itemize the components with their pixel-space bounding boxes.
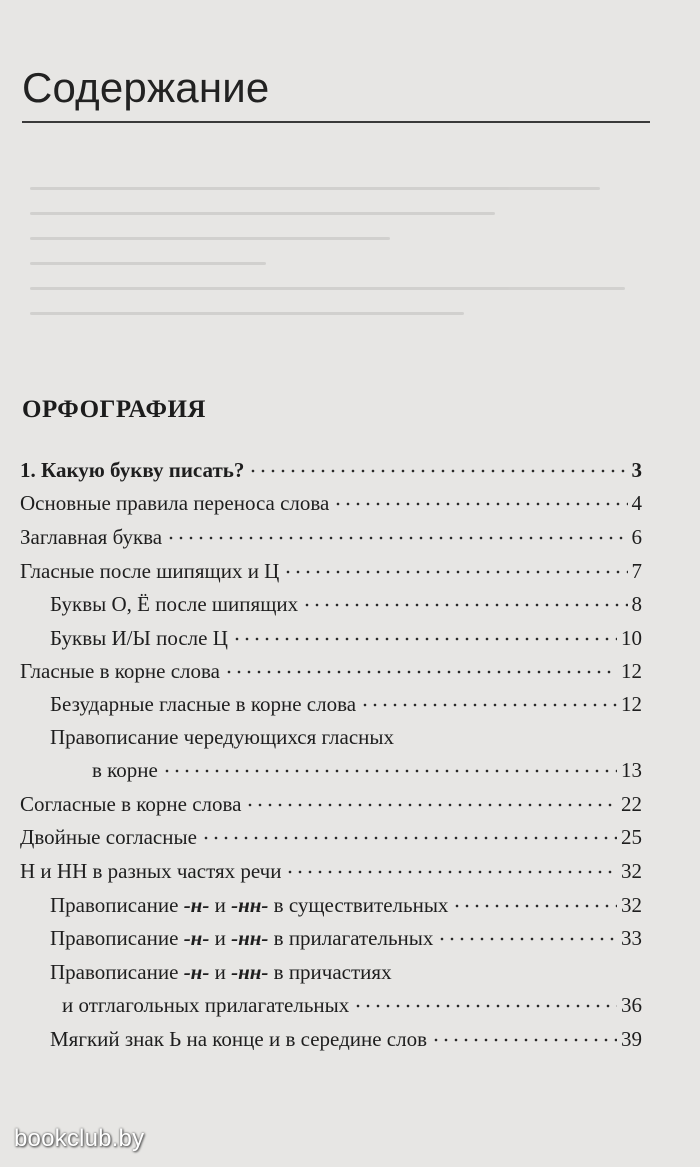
- toc-subentry: [62, 992, 642, 1018]
- toc-entry-title: Н и НН в разных частях речи: [20, 859, 282, 883]
- toc-page-number: 22: [621, 792, 642, 816]
- toc-entry-title: Мягкий знак Ь на конце и в середине слов: [50, 1027, 428, 1051]
- toc-page-number: 12: [621, 692, 642, 716]
- dot-leader: [437, 927, 617, 945]
- toc-entry-title-continued: в корне: [92, 758, 158, 782]
- toc-page-number: 3: [631, 458, 642, 482]
- dot-leader: [283, 560, 627, 578]
- toc-entry: [20, 658, 642, 684]
- toc-page-number: 36: [621, 993, 642, 1017]
- toc-subentry: [50, 925, 642, 951]
- dot-leader: [224, 660, 617, 678]
- toc-entry-title: Правописание -н- и -нн- в причастиях: [50, 960, 392, 984]
- bleed-through-text: [30, 165, 650, 375]
- dot-leader: [248, 459, 627, 477]
- toc-entry-title: Правописание -н- и -нн- в прилагательных: [50, 926, 434, 950]
- toc-entry-title: Буквы И/Ы после Ц: [50, 626, 228, 650]
- toc-entry: [20, 824, 642, 850]
- dot-leader: [353, 994, 617, 1012]
- dot-leader: [333, 492, 627, 510]
- dot-leader: [232, 627, 617, 645]
- toc-subentry: [92, 757, 642, 783]
- toc-page-number: 25: [621, 825, 642, 849]
- dot-leader: [302, 593, 627, 611]
- toc-page-number: 6: [631, 525, 642, 549]
- toc-page-number: 33: [621, 926, 642, 950]
- toc-entry: [20, 457, 642, 483]
- dot-leader: [360, 693, 617, 711]
- toc-subentry: [50, 1026, 642, 1052]
- toc-entry-title: Гласные после шипящих и Ц: [20, 559, 280, 583]
- toc-entry-title: Гласные в корне слова: [20, 659, 220, 683]
- site-watermark: bookclub.by: [14, 1125, 145, 1152]
- toc-entry-title: Двойные согласные: [20, 825, 197, 849]
- toc-entry-title: Правописание -н- и -нн- в существительных: [50, 893, 449, 917]
- toc-page-number: 7: [631, 559, 642, 583]
- toc-subentry: [50, 691, 642, 717]
- dot-leader: [285, 860, 617, 878]
- toc-entry-title: 1. Какую букву писать?: [20, 458, 245, 482]
- toc-entry-title: Согласные в корне слова: [20, 792, 242, 816]
- toc-page-number: 8: [631, 592, 642, 616]
- toc-entry-title: Основные правила переноса слова: [20, 491, 330, 515]
- toc-page-number: 39: [621, 1027, 642, 1051]
- dot-leader: [452, 894, 617, 912]
- toc-entry-title-continued: и отглагольных прилагательных: [62, 993, 350, 1017]
- toc-page-number: 32: [621, 893, 642, 917]
- toc-entry: [20, 490, 642, 516]
- toc-page-number: 13: [621, 758, 642, 782]
- dot-leader: [431, 1028, 617, 1046]
- toc-subentry: [50, 892, 642, 918]
- toc-page-number: 4: [631, 491, 642, 515]
- page-title: Содержание: [22, 64, 270, 111]
- toc-page-number: 32: [621, 859, 642, 883]
- dot-leader: [201, 826, 617, 844]
- toc-page-number: 10: [621, 626, 642, 650]
- toc-entry-title: Буквы О, Ё после шипящих: [50, 592, 299, 616]
- toc-entry: [20, 791, 642, 817]
- toc-entry: [20, 558, 642, 584]
- toc-entry: [20, 524, 642, 550]
- dot-leader: [162, 759, 617, 777]
- dot-leader: [245, 793, 617, 811]
- dot-leader: [166, 526, 627, 544]
- toc-entry-title: Правописание чередующихся гласных: [50, 725, 395, 749]
- section-heading: ОРФОГРАФИЯ: [22, 396, 206, 423]
- toc-entry-title: Безударные гласные в корне слова: [50, 692, 357, 716]
- toc-entry-title: Заглавная буква: [20, 525, 163, 549]
- toc-entry: [20, 858, 642, 884]
- title-underline: [22, 121, 650, 123]
- toc-page-number: 12: [621, 659, 642, 683]
- toc-subentry: [50, 625, 642, 651]
- toc-subentry: [50, 591, 642, 617]
